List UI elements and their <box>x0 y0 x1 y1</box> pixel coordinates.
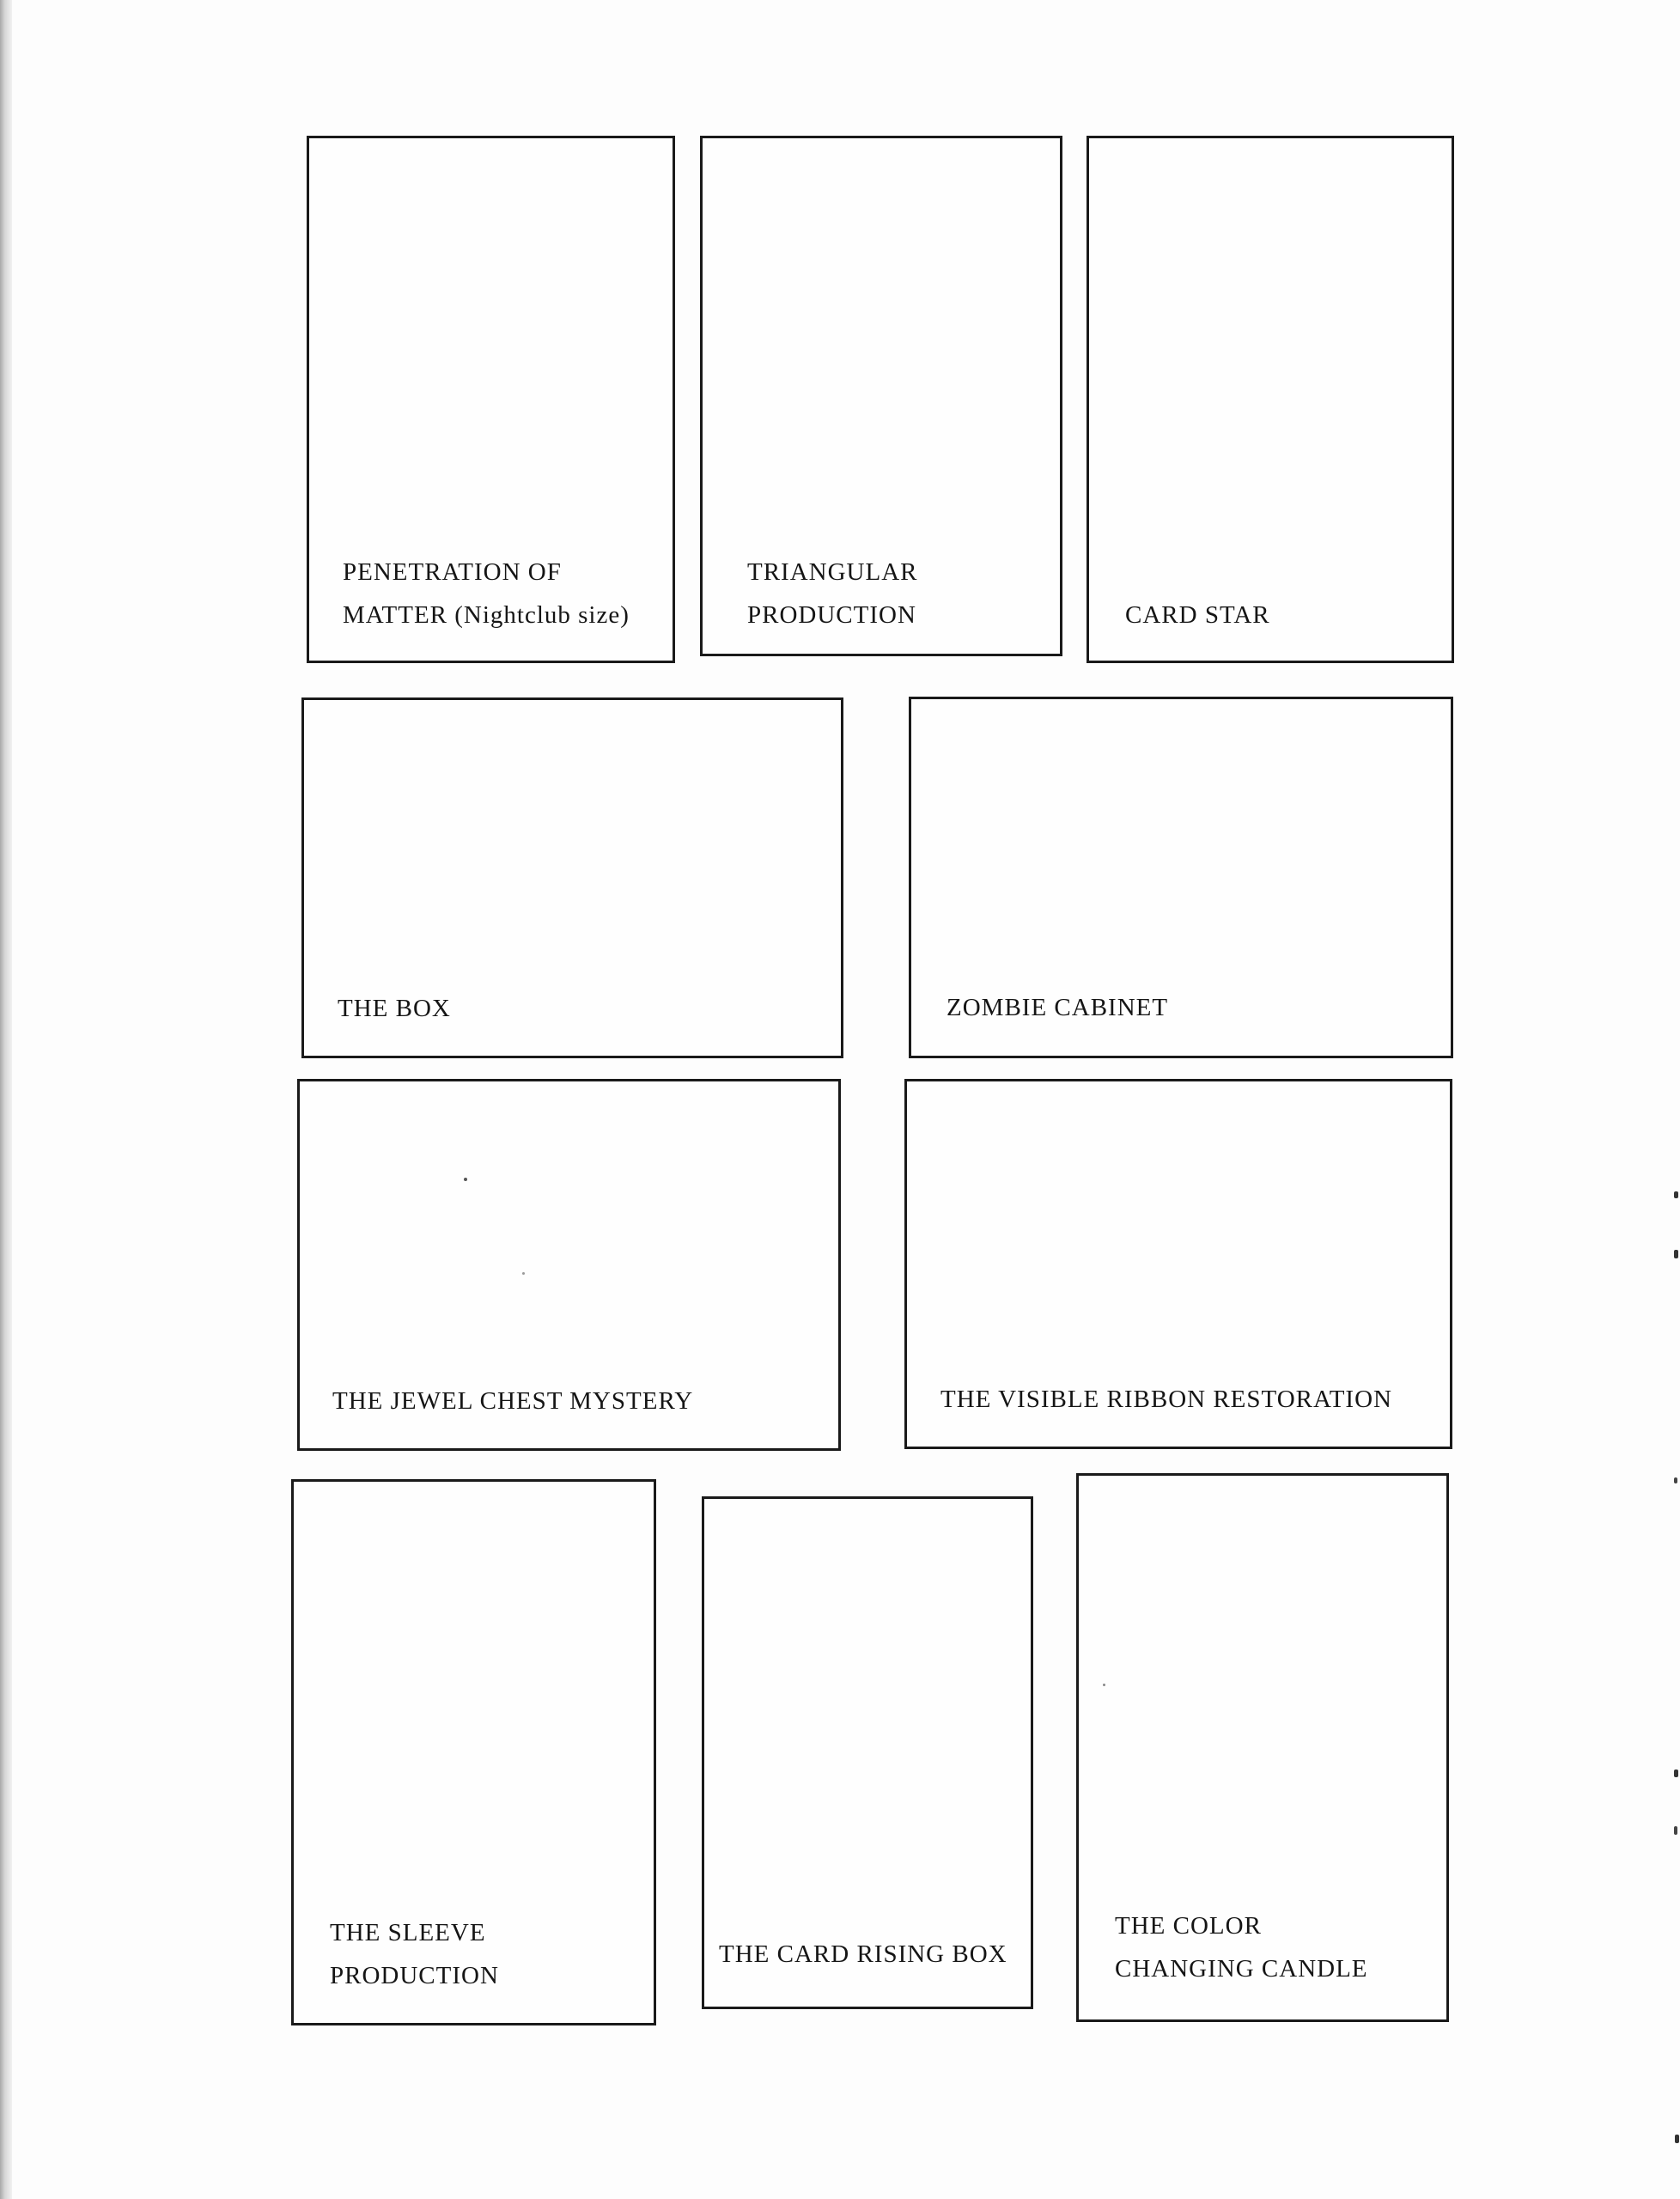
panel-caption <box>338 987 451 1030</box>
caption-line: THE SLEEVE <box>330 1919 486 1946</box>
caption-line: MATTER (Nightclub size) <box>343 601 630 629</box>
scan-speck <box>1103 1684 1105 1686</box>
panel-caption <box>747 551 918 637</box>
panel-sleeve-production <box>291 1479 656 2025</box>
panel-penetration-of-matter <box>307 136 675 663</box>
panel-caption <box>1125 594 1270 637</box>
panel-triangular-production <box>700 136 1062 656</box>
caption-line: PRODUCTION <box>330 1962 499 1989</box>
caption-line: PRODUCTION <box>747 601 916 629</box>
panel-caption <box>719 1933 1007 1976</box>
scan-mark <box>1674 1477 1677 1483</box>
caption-line: THE COLOR <box>1115 1912 1262 1940</box>
caption-line: TRIANGULAR <box>747 558 918 586</box>
panel-card-star <box>1087 136 1454 663</box>
panel-jewel-chest-mystery <box>297 1079 841 1451</box>
caption-line: CHANGING CANDLE <box>1115 1955 1368 1983</box>
scan-mark <box>1674 1191 1678 1198</box>
scan-mark <box>1674 1770 1678 1777</box>
caption-line: ZOMBIE CABINET <box>947 994 1169 1021</box>
scan-speck <box>464 1178 467 1181</box>
panel-caption <box>332 1380 693 1422</box>
panel-caption <box>330 1911 499 1997</box>
panel-caption <box>343 551 630 637</box>
panel-caption <box>940 1378 1392 1421</box>
panel-card-rising-box <box>702 1496 1033 2009</box>
caption-line: THE CARD RISING BOX <box>719 1940 1007 1968</box>
scan-mark <box>1674 1250 1678 1258</box>
panel-color-changing-candle <box>1076 1473 1449 2022</box>
panel-the-box <box>301 697 843 1058</box>
caption-line: THE VISIBLE RIBBON RESTORATION <box>940 1386 1392 1413</box>
panel-caption <box>947 986 1168 1029</box>
scan-mark <box>1674 1826 1677 1835</box>
panel-zombie-cabinet <box>909 697 1453 1058</box>
scan-mark <box>1675 2135 1679 2143</box>
panel-visible-ribbon-restoration <box>904 1079 1452 1449</box>
caption-line: THE JEWEL CHEST MYSTERY <box>332 1387 694 1415</box>
scan-page-edge <box>0 0 12 2199</box>
caption-line: PENETRATION OF <box>343 558 562 586</box>
panel-caption <box>1115 1904 1368 1990</box>
scan-speck <box>522 1272 525 1275</box>
caption-line: THE BOX <box>338 995 451 1022</box>
caption-line: CARD STAR <box>1125 601 1270 629</box>
